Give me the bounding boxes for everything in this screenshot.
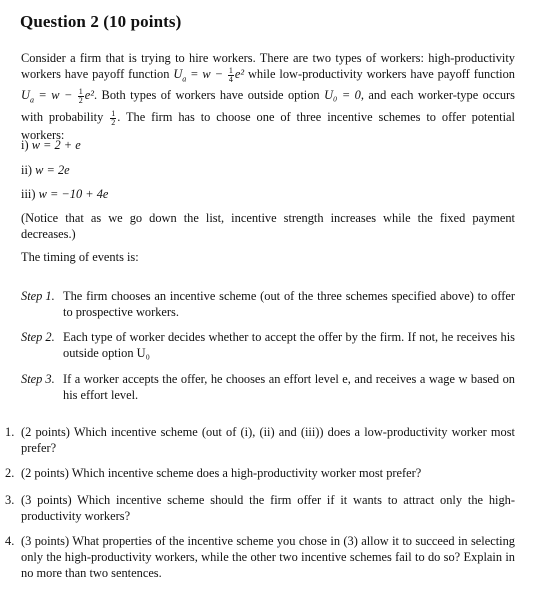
intro-text-5: . The firm has to choose one of three incentive schemes to offer potential workers:	[21, 109, 515, 142]
question-item	[5, 465, 515, 481]
intro-text-1: Consider a firm that is trying to hire workers. There are two types of workers: high-productivity workers have payoff function	[21, 51, 515, 81]
question-title: Question 2 (10 points)	[20, 12, 182, 31]
step-item	[21, 288, 515, 320]
probability-fraction: $\frac{1}{2}$	[111, 108, 116, 127]
step-label: Step 3.	[21, 372, 55, 386]
intro-text-3: . Both types of workers have outside option	[94, 88, 320, 103]
question-number: 4.	[5, 534, 15, 548]
question-number: 1.	[5, 425, 15, 439]
step-label: Step 1.	[21, 289, 55, 303]
question-text: (3 points) What properties of the incentive scheme you chose in (3) allow it to succeed in selecting only the high-productivity workers, while the other two incentive schemes fail to do so? Explain in no more than two sentences.	[21, 534, 515, 580]
step-text: If a worker accepts the offer, he chooses an effort level e, and receives a wage w based on his effort level.	[63, 372, 515, 402]
scheme-item: ii) w = 2e	[21, 163, 70, 177]
question-item	[5, 492, 515, 524]
question-item	[5, 424, 515, 456]
outside-option-equation: U₀ = 0,	[324, 88, 364, 103]
step-item	[21, 329, 515, 361]
step-item	[21, 371, 515, 403]
high-payoff-equation: $U_a = w$ − $\frac{1}{4}$ e²	[173, 65, 245, 84]
question-number: 3.	[5, 493, 15, 507]
notice-text: (Notice that as we go down the list, incentive strength increases while the fixed payment decreases.)	[21, 211, 515, 241]
scheme-item: iii) w = −10 + 4e	[21, 187, 109, 201]
question-text: (2 points) Which incentive scheme does a high-productivity worker most prefer?	[21, 466, 422, 480]
step-text: The firm chooses an incentive scheme (out of the three schemes specified above) to offer to prospective workers.	[63, 289, 515, 319]
question-text: (2 points) Which incentive scheme (out of (i), (ii) and (iii)) does a low-productivity worker most prefer?	[21, 425, 515, 455]
question-text: (3 points) Which incentive scheme should the firm offer if it wants to attract only the high-productivity workers?	[21, 493, 515, 523]
intro-paragraph	[21, 50, 515, 143]
step-text: Each type of worker decides whether to accept the offer by the firm. If not, he receives his outside option U₀	[63, 330, 515, 360]
question-number: 2.	[5, 466, 15, 480]
step-label: Step 2.	[21, 330, 55, 344]
question-item	[5, 533, 515, 581]
intro-text-4: and each worker-type occurs with probability	[21, 88, 515, 124]
low-payoff-equation: $U_a = w$ − $\frac{1}{2}$ e²	[21, 87, 94, 106]
intro-text-2: while low-productivity workers have payoff function	[244, 67, 515, 81]
timing-heading: The timing of events is:	[21, 250, 139, 264]
scheme-item: i) w = 2 + e	[21, 138, 81, 152]
